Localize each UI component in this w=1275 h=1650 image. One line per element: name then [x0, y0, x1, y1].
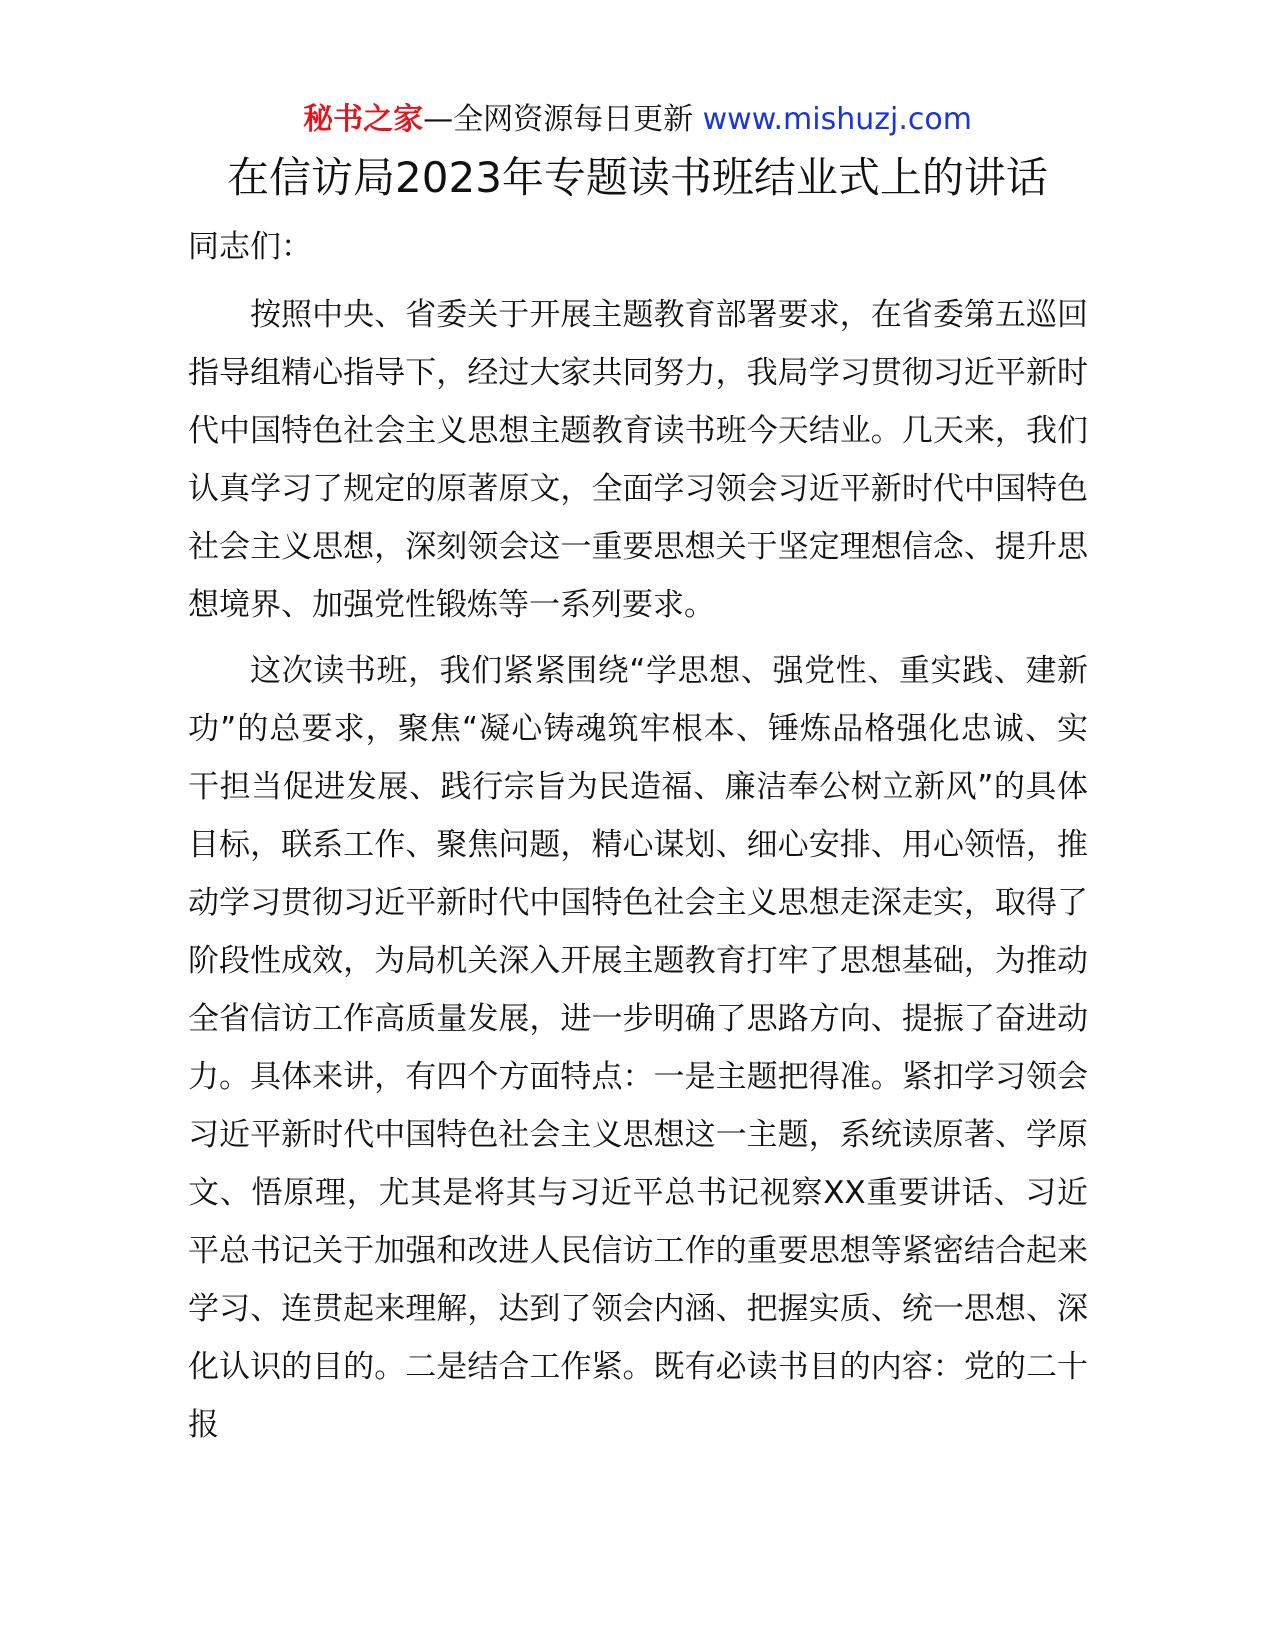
paragraph-2: 这次读书班，我们紧紧围绕“学思想、强党性、重实践、建新功”的总要求，聚焦“凝心铸魂筑牢根本、锤炼品格强化忠诚、实干担当促进发展、践行宗旨为民造福、廉洁奉公树立新风”的具体目标，联系工作、聚焦问题，精心谋划、细心安排、用心领悟，推动学习贯彻习近平新时代中国特色社会主义思想走深走实，取得了阶段性成效，为局机关深入开展主题教育打牢了思想基础，为推动全省信访工作高质量发展，进一步明确了思路方向、提振了奋进动力。具体来讲，有四个方面特点：一是主题把得准。紧扣学习领会习近平新时代中国特色社会主义思想这一主题，系统读原著、学原文、悟原理，尤其是将其与习近平总书记视察XX重要讲话、习近平总书记关于加强和改进人民信访工作的重要思想等紧密结合起来学习、连贯起来理解，达到了领会内涵、把握实质、统一思想、深化认识的目的。二是结合工作紧。既有必读书目的内容：党的二十报	[188, 653, 1088, 1443]
site-url-link[interactable]: www.mishuzj.com	[702, 102, 972, 137]
document-body	[188, 218, 1088, 1462]
site-brand: 秘书之家	[303, 102, 424, 137]
salutation: 同志们：	[188, 229, 312, 265]
paragraph-1: 按照中央、省委关于开展主题教育部署要求，在省委第五巡回指导组精心指导下，经过大家共同努力，我局学习贯彻习近平新时代中国特色社会主义思想主题教育读书班今天结业。几天来，我们认真学习了规定的原著原文，全面学习领会习近平新时代中国特色社会主义思想，深刻领会这一重要思想关于坚定理想信念、提升思想境界、加强党性锻炼等一系列要求。	[188, 297, 1088, 623]
document-title: 在信访局2023年专题读书班结业式上的讲话	[227, 153, 1048, 202]
site-tagline: —全网资源每日更新	[423, 102, 694, 137]
site-header	[0, 100, 1275, 140]
